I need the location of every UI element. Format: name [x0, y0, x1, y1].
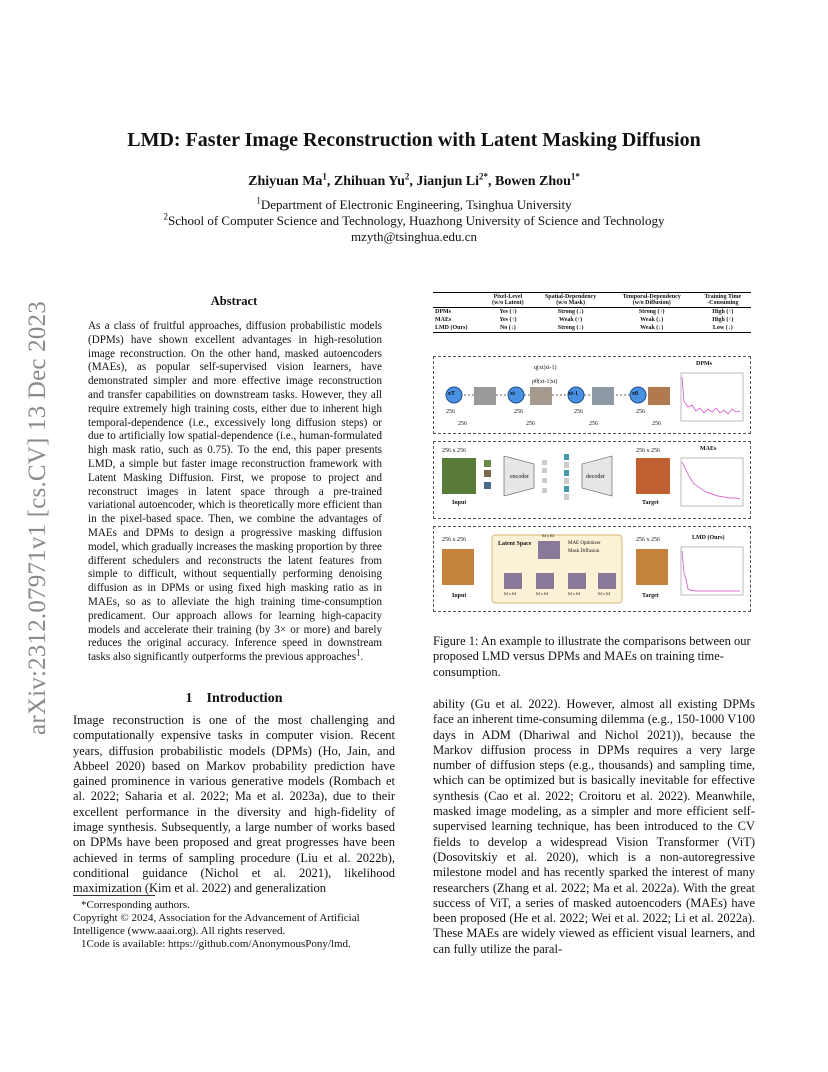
size-label: 256 x 256: [442, 448, 466, 454]
affiliation-2: $^2$School of Computer Science and Technology, Huazhong University of Science and Technology: [163, 211, 665, 228]
author: Bowen Zhou$^{1*}$: [495, 171, 580, 189]
lmd-loss-chart: [676, 545, 746, 601]
legend-label: Mask Diffusion: [568, 549, 600, 554]
mae-loss-chart: [676, 456, 746, 512]
dpm-panel: [433, 356, 751, 434]
size-label: 256: [514, 409, 523, 415]
panel-title: LMD (Ours): [692, 535, 725, 541]
grid-label: 64 x 64: [504, 591, 516, 596]
arxiv-stamp: [18, 283, 58, 753]
size-label: 256: [458, 421, 467, 427]
forward-eq: q(xt|xt-1): [534, 365, 557, 371]
panel-title: DPMs: [696, 361, 712, 367]
paper-title: LMD: Faster Image Reconstruction with Latent Masking Diffusion: [127, 129, 701, 151]
legend-label: MAE Optimizer: [568, 541, 601, 546]
latent-image: [536, 573, 554, 589]
table-header: Training Time -Consuming: [704, 294, 742, 306]
node-label: xt-1: [568, 391, 578, 397]
author: Zhiyuan Ma$^1$: [248, 171, 327, 189]
footnote: 1Code is available: https://github.com/AnonymousPony/lmd.: [81, 938, 351, 950]
grid-label: 64 x 64: [542, 533, 554, 538]
table-header: [433, 293, 483, 308]
node-label: x0: [632, 391, 638, 397]
affiliation-1: $^1$Department of Electronic Engineering, Tsinghua University: [256, 195, 572, 212]
target-label: Target: [642, 500, 659, 506]
decoder-label: decoder: [586, 474, 605, 480]
latent-image: [504, 573, 522, 589]
latent-image: [568, 573, 586, 589]
loss-curve: [682, 462, 740, 499]
author: Zhihuan Yu$^2$: [333, 171, 410, 189]
grid-label: 64 x 64: [536, 591, 548, 596]
size-label: 256: [636, 409, 645, 415]
footnote: *Corresponding authors.: [81, 899, 190, 911]
noise-image: [592, 387, 614, 405]
intro-right-column: ability (Gu et al. 2022). However, almost all existing DPMs face an inherent time-consuming dilemma (e.g., 150-1000 V100 days in ADM (Dhariwal and Nichol 2021)), because the Markov diffusion process in DPMs requires a very large number of diffusion steps (e.g., thousands) and sampling time, which can be optimized but is basically inevitable for effective synthesis (Cao et al. 2022; Croitoru et al. 2022). Meanwhile, masked image modeling, as a simpler and more efficient self-supervised learning technique, has been introduced to the CV fields to develop a widespread Vision Transformer (ViT) (Dosovitskiy et al. 2020), which is a non-autoregressive milestone model and has recently sparked the interest of many researchers (Zhang et al. 2022; Ma et al. 2022a). With the great success of ViT, a series of masked autoencoders (MAEs) have been proposed (He et al. 2022; Wei et al. 2022; Li et al. 2022a). These MAEs are widely viewed as efficient visual learners, and can fully utilize the paral-: [433, 697, 755, 956]
latent-label: Latent Space: [498, 541, 532, 547]
node-label: xt: [510, 391, 515, 397]
input-label: Input: [452, 593, 467, 599]
reverse-eq: pθ(xt-1|xt): [532, 379, 558, 385]
footnote: Copyright © 2024, Association for the Advancement of Artificial Intelligence (www.aaai.org). All rights reserved.: [73, 912, 360, 937]
figure-caption: Figure 1: An example to illustrate the comparisons between our proposed LMD versus DPMs and MAEs on training time-consumption.: [433, 634, 751, 679]
size-label: 256: [589, 421, 598, 427]
target-image: [636, 549, 668, 585]
footnote-rule: [73, 895, 155, 896]
encoder-label: encoder: [510, 474, 529, 480]
size-label: 256 x 256: [636, 448, 660, 454]
footnotes: [73, 899, 395, 951]
author: Jianjun $Li^{2*}$: [416, 171, 489, 189]
latent-image: [538, 541, 560, 559]
noise-image: [474, 387, 496, 405]
target-image: [648, 387, 670, 405]
grid-label: 64 x 64: [598, 591, 610, 596]
size-label: 256 x 256: [636, 537, 660, 543]
lmd-panel: [433, 526, 751, 612]
table-header: Pixel-Level (w/o Latent): [492, 294, 524, 306]
table-header-row: [433, 293, 751, 308]
noise-image: [530, 387, 552, 405]
latent-image: [598, 573, 616, 589]
input-label: Input: [452, 500, 467, 506]
abstract-body: As a class of fruitful approaches, diffusion probabilistic models (DPMs) have shown excellent advantages in high-resolution image reconstruction. On the other hand, masked autoencoders (MAEs), as popular self-supervised vision learners, have demonstrated simpler and more effective image reconstruction and transfer capabilities on downstream tasks. However, they all require extremely high training costs, either due to inherent high temporal-dependence (i.e., excessively long diffusion steps) or due to artificially low spatial-dependence (i.e., human-formulated high mask ratio, such as 0.75). To the end, this paper presents LMD, a simple but faster image reconstruction framework with Latent Masking Diffusion. First, we propose to project and reconstruct images in latent space through a pre-trained variational autoencoder, which is theoretically more efficient than in the pixel-based space. Then, we combine the advantages of MAEs and DPMs to design a progressive masking diffusion model, which gradually increases the masking proportion by three different schedulers and reconstructs the latent features from simple to difficult, without sequentially performing denoising diffusion as in DPMs or using fixed high masking ratio as in MAEs, so as to alleviate the high training time-consumption predicament. Our approach allows for learning high-capacity models and accelerate their training (by 3× or more) and barely reduces the original accuracy. Inference speed in downstream tasks also significantly outperforms the previous approaches$^1$.: [88, 320, 382, 664]
loss-curve: [682, 377, 740, 414]
comparison-table: [433, 292, 751, 333]
table-row: LMD (Ours) No (↓) Strong (↓) Weak (↓) Low (↓): [433, 324, 751, 333]
panel-title: MAEs: [700, 446, 717, 452]
dpm-loss-chart: [676, 371, 746, 427]
section-heading: 1 Introduction: [185, 691, 283, 706]
size-label: 256 x 256: [442, 537, 466, 543]
mae-panel: [433, 441, 751, 519]
input-image: [442, 549, 474, 585]
size-label: 256: [652, 421, 661, 427]
target-image: [636, 458, 670, 494]
table-header: Spatial-Dependency (w/o Mask): [544, 294, 597, 306]
arxiv-stamp-text: arXiv:2312.07971v1 [cs.CV] 13 Dec 2023: [24, 301, 51, 735]
table-row: MAEs Yes (↑) Weak (↑) Weak (↓) High (↑): [435, 317, 734, 323]
size-label: 256: [574, 409, 583, 415]
size-label: 256: [526, 421, 535, 427]
node-label: xT: [448, 391, 456, 397]
intro-left-column: Image reconstruction is one of the most challenging and computationally expensive tasks in computer vision. Recent years, diffusion probabilistic models (DPMs) (Ho, Jain, and Abbeel 2020) based on Markov probability prediction have gained prominence in various generative models (Rombach et al. 2022; Saharia et al. 2022; Ma et al. 2023a), due to their excellent performance in the diversity and high-fidelity of image synthesis. Subsequently, a large number of works based on DPMs have been proposed and great progresses have been achieved in terms of sampling procedure (Liu et al. 2022b), conditional guidance (Nichol et al. 2021), likelihood maximization (Kim et al. 2022) and generalization: [73, 713, 395, 896]
table-header: Temporal-Dependency (w/o Diffusion): [622, 294, 681, 306]
size-label: 256: [446, 409, 455, 415]
table-row: DPMs Yes (↑) Strong (↓) Strong (↑) High (↑): [435, 309, 734, 315]
loss-curve: [682, 551, 740, 591]
abstract-heading: Abstract: [210, 294, 258, 308]
author-email: mzyth@tsinghua.edu.cn: [350, 229, 478, 244]
target-label: Target: [642, 593, 659, 599]
author-list: Zhiyuan Ma$^1$, Zhihuan Yu$^2$, Jianjun $Li^{2*}$, Bowen Zhou$^{1*}$: [248, 171, 580, 189]
grid-label: 64 x 64: [568, 591, 580, 596]
masked-input-image: [442, 458, 476, 494]
